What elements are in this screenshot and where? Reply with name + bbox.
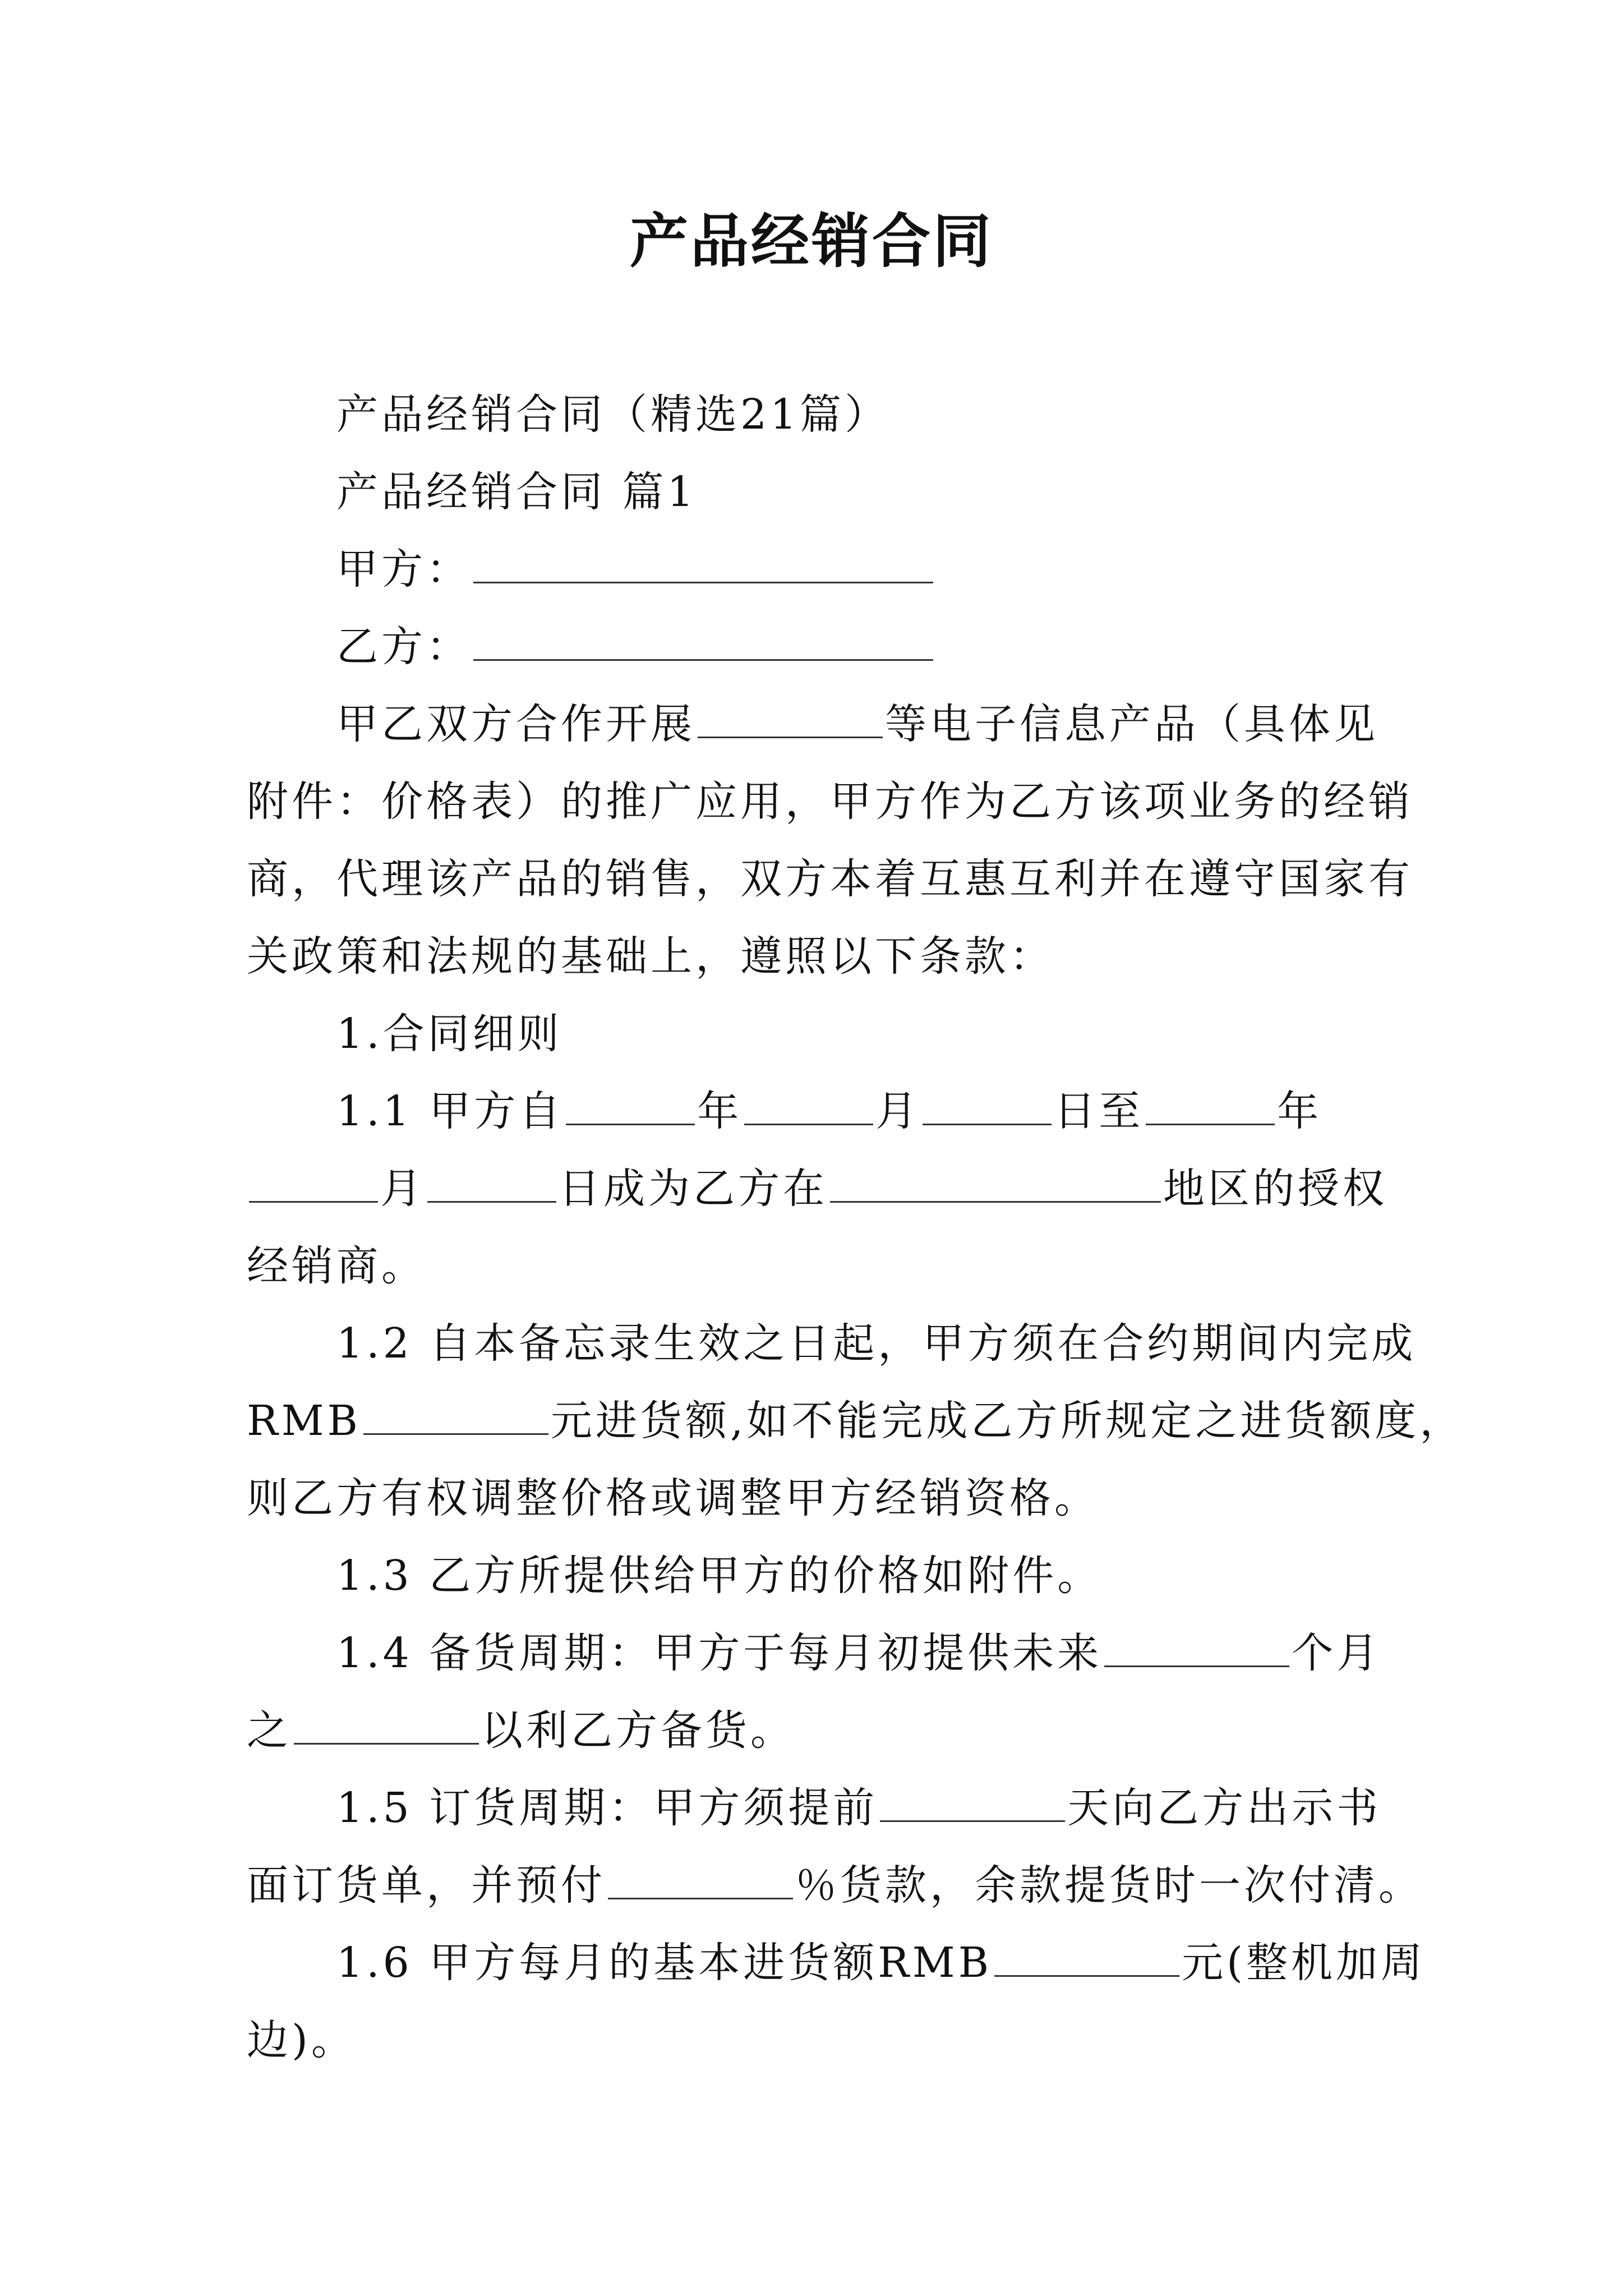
days-blank xyxy=(880,1781,1065,1822)
intro-text: 甲乙双方合作开展 xyxy=(336,700,695,748)
clause-1-4-line-2 xyxy=(247,1692,1385,1769)
party-a-label: 甲方： xyxy=(336,545,471,593)
clause-text: 1.6 甲方每月的基本进货额RMB xyxy=(336,1939,993,1987)
clause-text: 日至 xyxy=(1054,1087,1144,1135)
clause-text: 日成为乙方在 xyxy=(559,1165,828,1213)
clause-text: 元(整机加周 xyxy=(1182,1939,1426,1987)
clause-text: 1.4 备货周期：甲方于每月初提供未来 xyxy=(336,1629,1103,1677)
start-month-blank xyxy=(744,1084,873,1125)
clause-text: 面订货单，并预付 xyxy=(247,1861,606,1910)
intro-line-4: 关政策和法规的基础上，遵照以下条款： xyxy=(247,932,1054,981)
end-day-blank xyxy=(427,1162,556,1203)
prepay-percent-blank xyxy=(608,1858,793,1899)
end-month-blank xyxy=(249,1162,378,1203)
document-body xyxy=(247,376,1465,2079)
clause-text: 以利乙方备货。 xyxy=(481,1706,795,1755)
clause-text: 月 xyxy=(875,1087,921,1135)
intro-line-3: 商，代理该产品的销售，双方本着互惠互利并在遵守国家有 xyxy=(247,855,1413,903)
clause-1-2-line-2 xyxy=(247,1382,1465,1460)
clause-1-2-line-3: 则乙方有权调整价格或调整甲方经销资格。 xyxy=(247,1474,1099,1522)
clause-text: 之 xyxy=(247,1706,292,1755)
clause-1-6-line-2: 边)。 xyxy=(247,2016,356,2064)
clause-text: RMB xyxy=(247,1397,361,1445)
clause-text: ％货款，余款提货时一次付清。 xyxy=(795,1861,1423,1910)
party-a-line xyxy=(247,531,1385,608)
months-blank xyxy=(1104,1626,1289,1667)
party-b-blank xyxy=(473,620,933,661)
clause-1-6-line-1 xyxy=(247,1924,1426,2001)
purchase-amount-blank xyxy=(363,1394,548,1435)
document-title: 产品经销合同 xyxy=(629,206,993,275)
start-day-blank xyxy=(923,1084,1052,1125)
intro-line-2: 附件：价格表）的推广应用，甲方作为乙方该项业务的经销 xyxy=(247,777,1413,826)
intro-text: 等电子信息产品（具体见 xyxy=(885,700,1378,748)
clause-1-4-line-1 xyxy=(247,1614,1385,1692)
clause-1-1-line-3: 经销商。 xyxy=(247,1242,426,1290)
clause-1-1-line-2 xyxy=(247,1150,1385,1227)
section-heading: 产品经销合同 篇1 xyxy=(336,468,697,516)
clause-1-heading: 1.合同细则 xyxy=(336,1010,562,1058)
clause-text: 个月 xyxy=(1292,1629,1382,1677)
clause-text: 年 xyxy=(697,1087,743,1135)
clause-1-3: 1.3 乙方所提供给甲方的价格如附件。 xyxy=(336,1552,1103,1600)
party-a-blank xyxy=(473,542,933,583)
party-b-line xyxy=(247,608,1385,685)
intro-line-1 xyxy=(247,685,1385,763)
product-blank xyxy=(698,697,883,738)
start-year-blank xyxy=(566,1084,695,1125)
clause-text: 元进货额,如不能完成乙方所规定之进货额度， xyxy=(550,1397,1465,1445)
forecast-blank xyxy=(294,1704,479,1745)
end-year-blank xyxy=(1146,1084,1275,1125)
clause-1-5-line-1 xyxy=(247,1769,1385,1847)
clause-text: 年 xyxy=(1277,1087,1322,1135)
clause-text: 地区的授权 xyxy=(1163,1165,1387,1213)
clause-1-1-line-1 xyxy=(247,1073,1385,1150)
clause-1-2-line-1: 1.2 自本备忘录生效之日起，甲方须在合约期间内完成 xyxy=(336,1319,1417,1368)
subtitle: 产品经销合同（精选21篇） xyxy=(336,390,890,439)
clause-text: 1.5 订货周期：甲方须提前 xyxy=(336,1784,878,1832)
party-b-label: 乙方： xyxy=(336,623,471,671)
monthly-amount-blank xyxy=(994,1936,1179,1977)
clause-text: 1.1 甲方自 xyxy=(336,1087,564,1135)
clause-1-5-line-2 xyxy=(247,1847,1423,1924)
region-blank xyxy=(830,1162,1161,1203)
clause-text: 天向乙方出示书 xyxy=(1067,1784,1382,1832)
clause-text: 月 xyxy=(380,1165,425,1213)
